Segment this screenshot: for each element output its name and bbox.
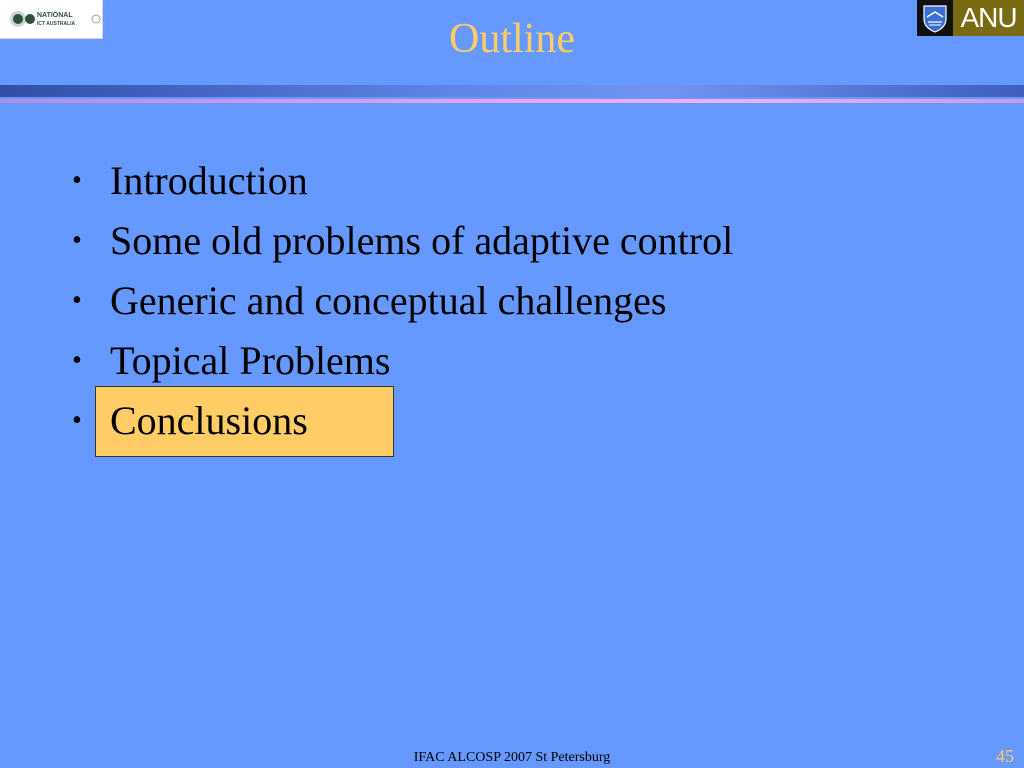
bullet-text-highlighted: Conclusions [110,398,308,443]
list-item [72,335,733,395]
list-item [72,395,733,455]
bullet-icon: • [72,225,82,256]
bullet-icon: • [72,285,82,316]
bullet-icon: • [72,405,82,436]
bullet-text: Generic and conceptual challenges [110,278,667,323]
bullet-text: Some old problems of adaptive control [110,218,734,263]
nicta-line1: NATIONAL [37,12,73,19]
list-item [72,155,733,215]
page-number: 45 [996,746,1014,766]
bullet-icon: • [72,165,82,196]
header-rule-light [0,99,1024,103]
list-item [72,275,733,335]
anu-wordmark: ANU [953,0,1024,36]
nicta-line2: ICT AUSTRALIA [37,21,76,27]
footer-text: IFAC ALCOSP 2007 St Petersburg [413,750,611,765]
slide-title: Outline [449,16,575,62]
outline-list [72,155,733,455]
header-rule-dark [0,85,1024,97]
bullet-icon: • [72,345,82,376]
list-item [72,215,733,275]
bullet-text: Introduction [110,158,308,203]
bullet-text: Topical Problems [110,338,391,383]
